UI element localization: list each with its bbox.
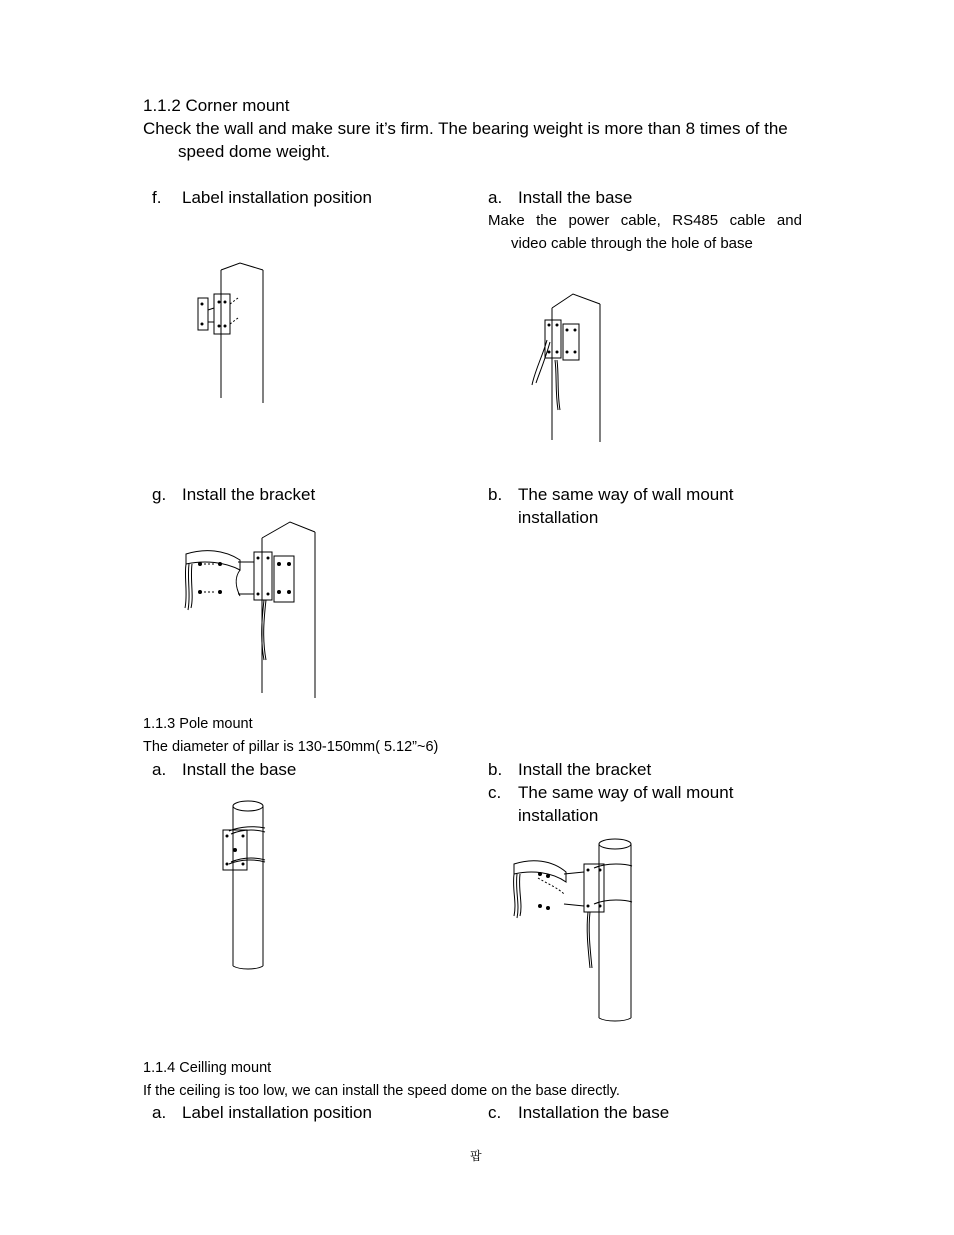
step-text: Install the bracket — [182, 485, 316, 504]
corner-intro-line-1: Check the wall and make sure it’s firm. The bearing weight is more than 8 times of the — [143, 119, 788, 138]
step-same-way-wall-mount — [488, 485, 733, 505]
step-marker: b. — [488, 485, 503, 504]
step-marker: b. — [488, 760, 503, 779]
step-pole-install-base — [152, 760, 296, 780]
step-marker: a. — [152, 760, 167, 779]
step-marker: a. — [488, 188, 503, 207]
base-cable-note-line-2: video cable through the hole of base — [511, 235, 753, 252]
step-pole-install-bracket — [488, 760, 651, 780]
step-ceiling-install-base — [488, 1103, 669, 1123]
section-heading-corner-mount: 1.1.2 Corner mount — [143, 96, 290, 115]
step-same-way-wall-mount-cont: installation — [518, 508, 599, 527]
step-marker: a. — [152, 1103, 167, 1122]
ceiling-intro: If the ceiling is too low, we can install the speed dome on the base directly. — [143, 1083, 620, 1099]
step-pole-same-way — [488, 783, 733, 803]
note-word: the — [536, 212, 557, 229]
section-heading-pole-mount: 1.1.3 Pole mount — [143, 716, 253, 732]
pole-intro: The diameter of pillar is 130-150mm( 5.12”~6) — [143, 739, 439, 755]
page-number: 팝 — [470, 1149, 482, 1163]
step-text: Install the base — [182, 760, 297, 779]
step-label-position — [152, 188, 372, 208]
base-cable-note-line-1 — [488, 212, 802, 229]
step-text: The same way of wall mount — [518, 783, 734, 802]
step-pole-same-way-cont: installation — [518, 806, 599, 825]
figure-corner-label-position — [190, 258, 280, 408]
step-text: Label installation position — [182, 188, 372, 207]
figure-corner-install-bracket — [180, 518, 325, 703]
note-word: cable — [729, 212, 766, 229]
step-marker: f. — [152, 188, 162, 207]
step-marker: c. — [488, 1103, 502, 1122]
section-heading-ceiling-mount: 1.1.4 Ceilling mount — [143, 1060, 272, 1076]
figure-pole-install-bracket — [508, 838, 638, 1028]
figure-corner-install-base — [525, 290, 615, 450]
step-text: Install the bracket — [518, 760, 652, 779]
step-text: Install the base — [518, 188, 633, 207]
step-marker: c. — [488, 783, 502, 802]
note-word: Make — [488, 212, 525, 229]
step-marker: g. — [152, 485, 167, 504]
step-ceiling-label-position — [152, 1103, 372, 1123]
note-word: RS485 — [672, 212, 719, 229]
step-text: The same way of wall mount — [518, 485, 734, 504]
step-text: Label installation position — [182, 1103, 372, 1122]
corner-intro-line-2: speed dome weight. — [178, 142, 331, 161]
note-word: cable, — [620, 212, 661, 229]
step-install-base — [488, 188, 632, 208]
note-word: and — [776, 212, 802, 229]
note-word: power — [568, 212, 610, 229]
figure-pole-install-base — [215, 798, 275, 973]
step-install-bracket — [152, 485, 315, 505]
step-text: Installation the base — [518, 1103, 670, 1122]
